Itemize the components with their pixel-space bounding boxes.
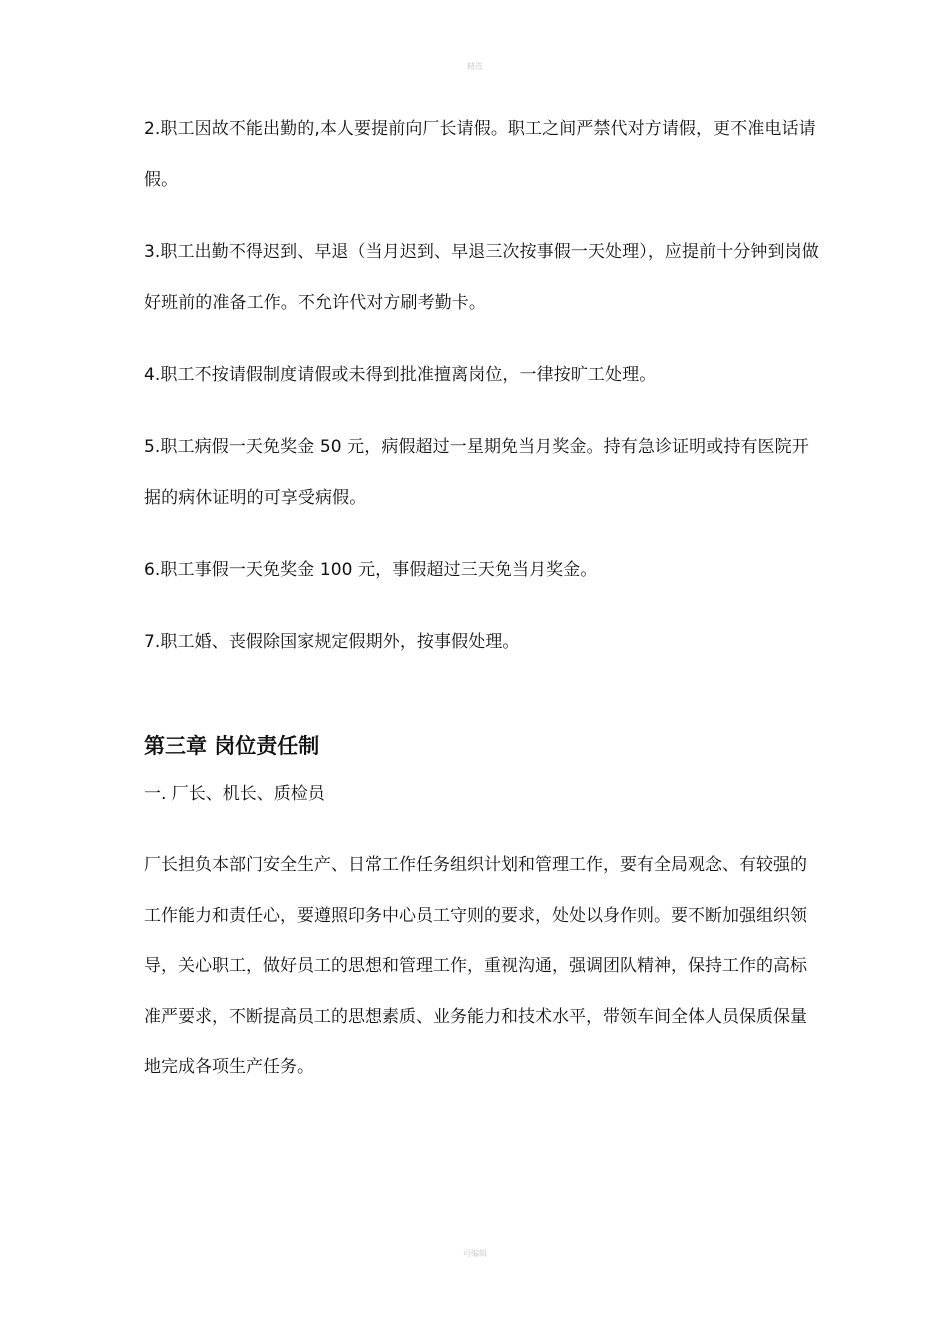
- footer-watermark: 可编辑: [463, 1249, 487, 1258]
- rule-item-5: 5.职工病假一天免奖金 50 元，病假超过一星期免当月奖金。持有急诊证明或持有医院开据的病休证明的可享受病假。: [144, 437, 809, 508]
- document-body: [144, 104, 819, 1093]
- chapter-heading: 第三章 岗位责任制: [144, 734, 320, 758]
- section-body: 厂长担负本部门安全生产、日常工作任务组织计划和管理工作，要有全局观念、有较强的工作能力和责任心，要遵照印务中心员工守则的要求，处处以身作则。要不断加强组织领导，关心职工，做好员工的思想和管理工作，重视沟通，强调团队精神，保持工作的高标准严要求，不断提高员工的思想素质、业务能力和技术水平，带领车间全体人员保质保量地完成各项生产任务。: [144, 855, 807, 1077]
- section-heading: 一. 厂长、机长、质检员: [144, 784, 325, 804]
- rule-item-2: 2.职工因故不能出勤的,本人要提前向厂长请假。职工之间严禁代对方请假，更不准电话请假。: [144, 119, 816, 190]
- rule-item-3: 3.职工出勤不得迟到、早退（当月迟到、早退三次按事假一天处理），应提前十分钟到岗做好班前的准备工作。不允许代对方刷考勤卡。: [144, 242, 819, 313]
- header-watermark: 精选: [467, 62, 483, 71]
- rule-item-7: 7.职工婚、丧假除国家规定假期外，按事假处理。: [144, 632, 520, 652]
- rule-item-6: 6.职工事假一天免奖金 100 元，事假超过三天免当月奖金。: [144, 560, 598, 580]
- rule-item-4: 4.职工不按请假制度请假或未得到批准擅离岗位，一律按旷工处理。: [144, 365, 657, 385]
